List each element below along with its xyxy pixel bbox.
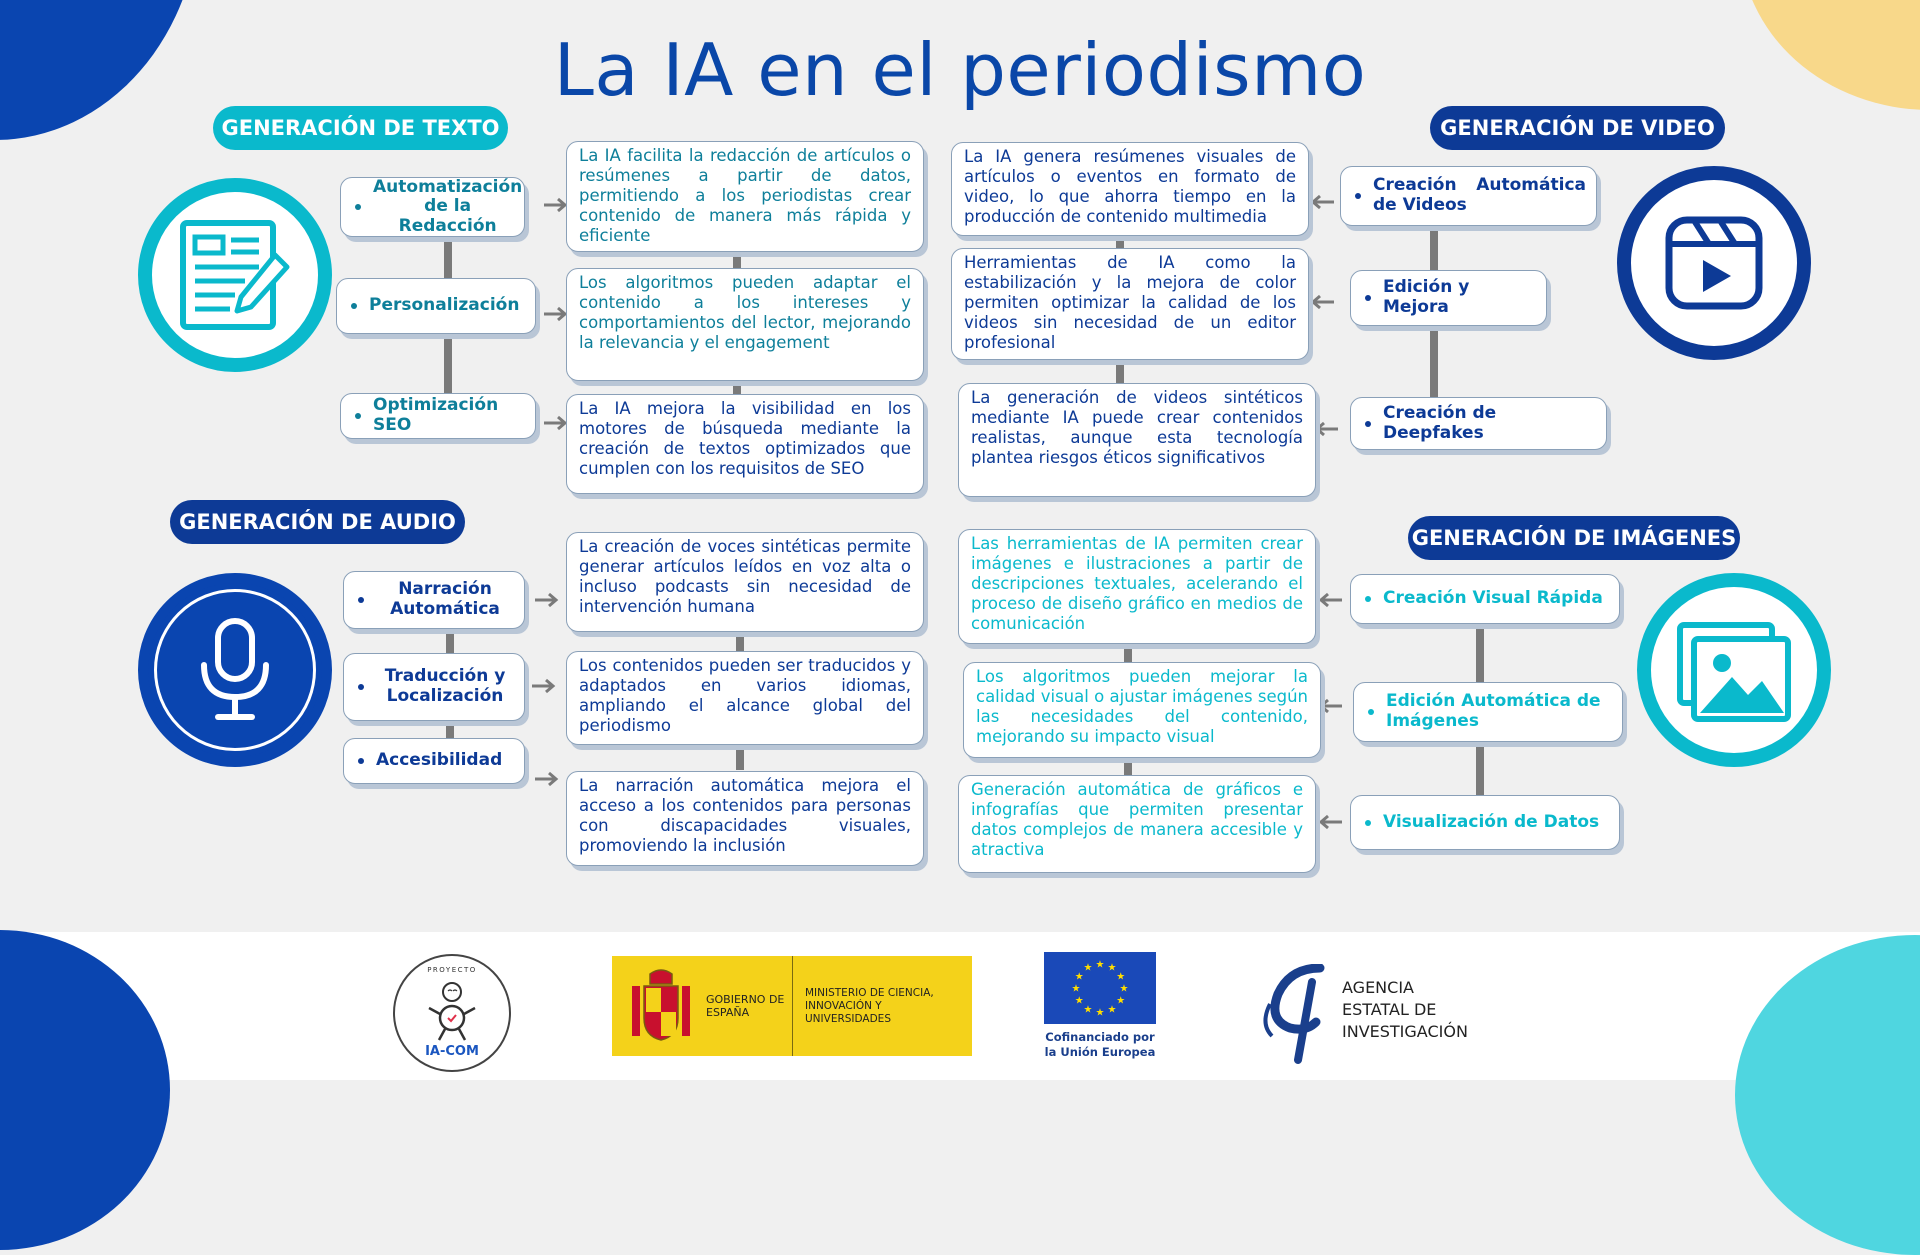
arrow-right-icon bbox=[533, 771, 559, 787]
video-icon-circle bbox=[1617, 166, 1811, 360]
text-item-personalizacion[interactable] bbox=[336, 278, 536, 334]
eu-star-icon: ★ bbox=[1083, 962, 1093, 974]
aei-logo bbox=[1250, 964, 1470, 1064]
section-label-text: GENERACIÓN DE TEXTO bbox=[213, 106, 508, 150]
aei-line2: ESTATAL DE bbox=[1342, 1000, 1437, 1019]
bullet-dot bbox=[358, 684, 364, 690]
page-title: La IA en el periodismo bbox=[553, 28, 1367, 112]
eu-star-icon: ★ bbox=[1095, 959, 1105, 971]
iacom-top-label: PROYECTO bbox=[427, 966, 477, 974]
item-label: Automatización de la Redacción bbox=[373, 176, 523, 236]
aei-symbol-icon bbox=[1250, 964, 1330, 1064]
audio-desc-accesibilidad: La narración automática mejora el acceso a los contenidos para personas con discapacidades visuales, promoviendo la inclusión bbox=[566, 771, 924, 866]
images-desc-creacion-visual: Las herramientas de IA permiten crear imágenes e ilustraciones a partir de descripciones textuales, acelerando el proceso de diseño gráfico en medios de comunicación bbox=[958, 529, 1316, 644]
document-edit-icon bbox=[175, 215, 295, 335]
item-label: Creación de Deepfakes bbox=[1383, 402, 1497, 443]
arrow-left-icon bbox=[1310, 194, 1336, 210]
bullet-dot bbox=[1368, 709, 1374, 715]
text-item-seo[interactable] bbox=[340, 393, 536, 439]
iacom-name: IA-COM bbox=[425, 1044, 479, 1059]
ministerio-label: MINISTERIO DE CIENCIA, INNOVACIÓN Y UNIVERSIDADES bbox=[805, 986, 934, 1025]
arrow-right-icon bbox=[542, 415, 568, 431]
eu-flag-icon bbox=[1044, 952, 1156, 1024]
arrow-right-icon bbox=[533, 592, 559, 608]
eu-star-icon: ★ bbox=[1119, 983, 1129, 995]
eu-star-icon: ★ bbox=[1095, 1007, 1105, 1019]
bullet-dot bbox=[1355, 193, 1361, 199]
eu-star-icon: ★ bbox=[1074, 995, 1084, 1007]
images-icon-circle bbox=[1637, 573, 1831, 767]
section-label-images: GENERACIÓN DE IMÁGENES bbox=[1408, 516, 1740, 560]
section-label-audio: GENERACIÓN DE AUDIO bbox=[170, 500, 465, 544]
item-label: Optimización SEO bbox=[373, 395, 499, 435]
arrow-right-icon bbox=[530, 678, 556, 694]
arrow-left-icon bbox=[1310, 294, 1336, 310]
microphone-icon bbox=[190, 615, 280, 725]
arrow-right-icon bbox=[542, 306, 568, 322]
images-item-visualizacion[interactable] bbox=[1350, 795, 1620, 850]
bullet-dot bbox=[351, 303, 357, 309]
image-gallery-icon bbox=[1674, 615, 1794, 725]
item-label: Edición Automática de Imágenes bbox=[1386, 691, 1601, 731]
images-item-edicion[interactable] bbox=[1353, 682, 1623, 742]
eu-star-icon: ★ bbox=[1074, 971, 1084, 983]
eu-star-icon: ★ bbox=[1071, 983, 1081, 995]
item-label: Edición y Mejora bbox=[1383, 277, 1470, 317]
text-desc-automatizacion: La IA facilita la redacción de artículos o resúmenes a partir de datos, permitiendo a los periodistas crear contenido de manera más rápida y eficiente bbox=[566, 141, 924, 252]
video-item-creacion[interactable] bbox=[1340, 166, 1597, 226]
eu-star-icon: ★ bbox=[1083, 1004, 1093, 1016]
item-label: Narración Automática bbox=[390, 579, 500, 619]
eu-star-icon: ★ bbox=[1107, 962, 1117, 974]
item-label: Creación Automática de Videos bbox=[1373, 175, 1586, 215]
bullet-dot bbox=[1365, 295, 1371, 301]
audio-inner-ring bbox=[154, 589, 316, 751]
iacom-logo bbox=[393, 954, 511, 1072]
gobierno-divider bbox=[792, 956, 793, 1056]
eu-star-icon: ★ bbox=[1107, 1004, 1117, 1016]
video-desc-deepfakes: La generación de videos sintéticos mediante IA puede crear contenidos realistas, aunque esta tecnología plantea riesgos éticos significativos bbox=[958, 383, 1316, 497]
audio-item-narracion[interactable] bbox=[343, 571, 525, 629]
item-label: Accesibilidad bbox=[376, 750, 503, 771]
video-desc-edicion: Herramientas de IA como la estabilización y la mejora de color permiten optimizar la calidad de los videos sin necesidad de un editor profesional bbox=[951, 248, 1309, 360]
eu-star-icon: ★ bbox=[1116, 971, 1126, 983]
gobierno-logo bbox=[612, 956, 972, 1056]
eu-caption: Cofinanciado por la Unión Europea bbox=[1044, 1030, 1156, 1059]
arrow-left-icon bbox=[1318, 814, 1344, 830]
video-play-icon bbox=[1659, 208, 1769, 318]
item-label: Personalización bbox=[369, 295, 520, 316]
bullet-dot bbox=[355, 204, 361, 210]
bullet-dot bbox=[1365, 421, 1371, 427]
audio-item-traduccion[interactable] bbox=[343, 653, 525, 721]
bullet-dot bbox=[355, 413, 361, 419]
audio-item-accesibilidad[interactable] bbox=[343, 738, 525, 784]
bullet-dot bbox=[358, 597, 364, 603]
images-desc-edicion: Los algoritmos pueden mejorar la calidad visual o ajustar imágenes según las necesidades del contenido, mejorando su impacto visual bbox=[963, 662, 1321, 758]
images-desc-visualizacion: Generación automática de gráficos e infografías que permiten presentar datos complejos de manera accesible y atractiva bbox=[958, 775, 1316, 873]
video-item-deepfakes[interactable] bbox=[1350, 397, 1607, 450]
bullet-dot bbox=[358, 758, 364, 764]
audio-icon-circle bbox=[138, 573, 332, 767]
section-label-video: GENERACIÓN DE VIDEO bbox=[1430, 106, 1725, 150]
arrow-left-icon bbox=[1318, 698, 1344, 714]
bullet-dot bbox=[1365, 820, 1371, 826]
audio-desc-narracion: La creación de voces sintéticas permite generar artículos leídos en voz alta o incluso podcasts sin necesidad de intervención humana bbox=[566, 532, 924, 632]
video-desc-creacion: La IA genera resúmenes visuales de artículos o eventos en formato de video, lo que ahorra tiempo en la producción de contenido multimedia bbox=[951, 142, 1309, 236]
images-item-creacion-visual[interactable] bbox=[1350, 574, 1620, 624]
aei-line3: INVESTIGACIÓN bbox=[1342, 1022, 1468, 1041]
item-label: Visualización de Datos bbox=[1383, 811, 1600, 832]
video-item-edicion[interactable] bbox=[1350, 270, 1547, 326]
item-label: Creación Visual Rápida bbox=[1383, 588, 1603, 609]
gobierno-label: GOBIERNO DE ESPAÑA bbox=[706, 993, 785, 1019]
aei-line1: AGENCIA bbox=[1342, 978, 1414, 997]
arrow-right-icon bbox=[542, 197, 568, 213]
bullet-dot bbox=[1365, 596, 1371, 602]
eu-star-icon: ★ bbox=[1116, 995, 1126, 1007]
item-label: Traducción y Localización bbox=[384, 666, 506, 706]
coat-of-arms-icon bbox=[626, 966, 696, 1046]
arrow-left-icon bbox=[1314, 421, 1340, 437]
text-item-automatizacion[interactable] bbox=[340, 177, 525, 237]
eu-logo bbox=[1040, 950, 1160, 1066]
arrow-left-icon bbox=[1318, 592, 1344, 608]
text-desc-seo: La IA mejora la visibilidad en los motores de búsqueda mediante la creación de textos optimizados que cumplen con los requisitos de SEO bbox=[566, 394, 924, 494]
text-icon-circle bbox=[138, 178, 332, 372]
audio-desc-traduccion: Los contenidos pueden ser traducidos y adaptados en varios idiomas, ampliando el alcance global del periodismo bbox=[566, 651, 924, 745]
text-desc-personalizacion: Los algoritmos pueden adaptar el contenido a los intereses y comportamientos del lector, mejorando la relevancia y el engagement bbox=[566, 268, 924, 381]
